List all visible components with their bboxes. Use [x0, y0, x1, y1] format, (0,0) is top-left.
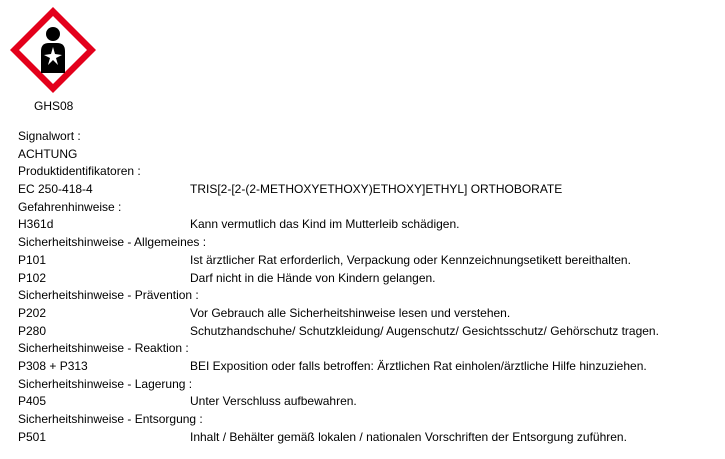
statement-code: P501 [18, 429, 47, 444]
precautionary-prevention-heading [18, 287, 718, 305]
health-hazard-icon [8, 5, 98, 95]
statement-text: Darf nicht in die Hände von Kindern gelangen. [190, 270, 436, 285]
heading-text: Sicherheitshinweise - Entsorgung : [18, 412, 203, 426]
precautionary-storage-heading [18, 376, 718, 394]
statement-text: BEI Exposition oder falls betroffen: Ärztlichen Rat einholen/ärztliche Hilfe hinzuziehen. [190, 358, 647, 373]
hazard-statements-heading [18, 199, 718, 217]
product-identifier-row [18, 181, 718, 199]
heading-text: Produktidentifikatoren : [18, 164, 141, 179]
heading-text: Gefahrenhinweise : [18, 199, 122, 214]
precautionary-statement-row [18, 305, 718, 323]
heading-text: Sicherheitshinweise - Lagerung : [18, 376, 193, 391]
label-content [18, 128, 718, 446]
statement-code: P101 [18, 252, 47, 267]
heading-text: Signalwort : [18, 129, 81, 143]
statement-text: Vor Gebrauch alle Sicherheitshinweise lesen und verstehen. [190, 305, 511, 320]
precautionary-statement-row [18, 270, 718, 288]
identifier-text: TRIS[2-[2-(2-METHOXYETHOXY)ETHOXY]ETHYL] ORTHOBORATE [190, 182, 563, 197]
signal-word-heading [18, 128, 718, 146]
signal-word-value [18, 146, 718, 164]
hazard-statement-row [18, 216, 718, 234]
precautionary-statement-row [18, 429, 718, 447]
precautionary-statement-row [18, 323, 718, 341]
statement-text: Unter Verschluss aufbewahren. [190, 394, 357, 409]
statement-text: Ist ärztlicher Rat erforderlich, Verpackung oder Kennzeichnungsetikett bereithalten. [190, 252, 631, 267]
pictogram-code: GHS08 [34, 99, 74, 113]
statement-text: Kann vermutlich das Kind im Mutterleib schädigen. [190, 217, 460, 232]
precautionary-response-heading [18, 340, 718, 358]
identifier-code: EC 250-418-4 [18, 182, 93, 197]
statement-code: P405 [18, 394, 47, 409]
statement-code: P202 [18, 305, 47, 320]
product-identifiers-heading [18, 163, 718, 181]
heading-text: Sicherheitshinweise - Reaktion : [18, 341, 189, 356]
statement-code: P102 [18, 270, 47, 285]
precautionary-general-heading [18, 234, 718, 252]
statement-text: Schutzhandschuhe/ Schutzkleidung/ Augenschutz/ Gesichtsschutz/ Gehörschutz tragen. [190, 323, 659, 338]
statement-code: P308 + P313 [18, 358, 88, 373]
precautionary-statement-row [18, 358, 718, 376]
signal-word-text: ACHTUNG [18, 146, 78, 161]
precautionary-statement-row [18, 252, 718, 270]
precautionary-disposal-heading [18, 411, 718, 429]
statement-code: H361d [18, 217, 54, 232]
heading-text: Sicherheitshinweise - Allgemeines : [18, 235, 207, 250]
statement-text: Inhalt / Behälter gemäß lokalen / nationalen Vorschriften der Entsorgung zuführen. [190, 429, 627, 444]
statement-code: P280 [18, 323, 47, 338]
precautionary-statement-row [18, 393, 718, 411]
heading-text: Sicherheitshinweise - Prävention : [18, 288, 199, 303]
